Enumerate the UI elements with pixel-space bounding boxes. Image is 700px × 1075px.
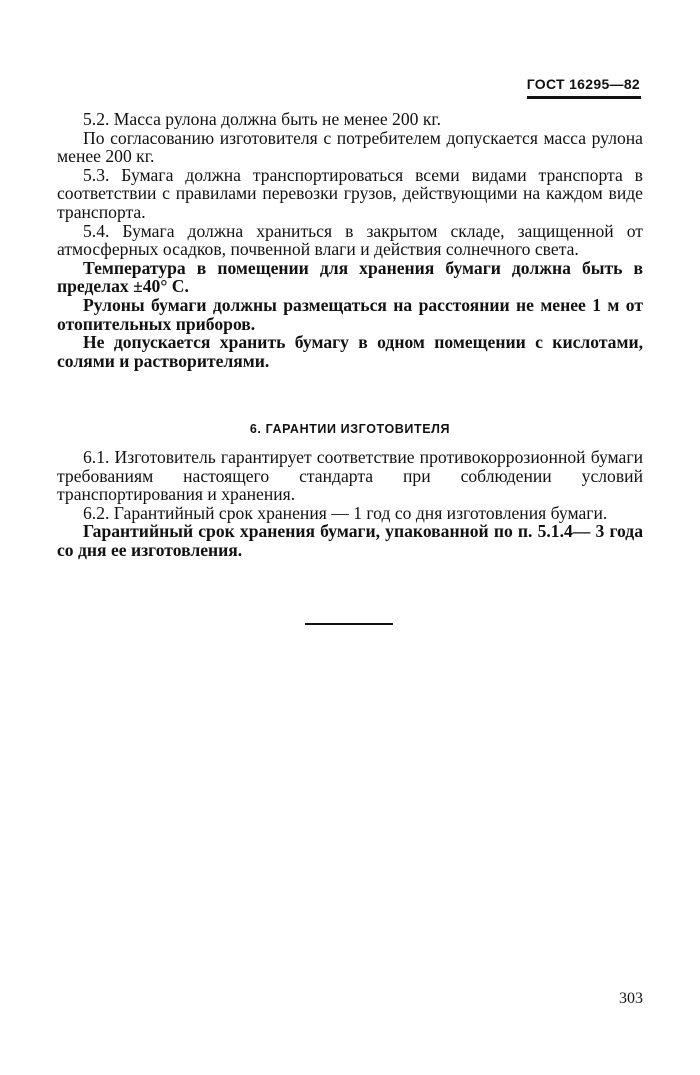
paragraph-temperature: Температура в помещении для хранения бумаги должна быть в пределах ±40° С.	[57, 257, 643, 297]
section-6-text	[57, 448, 643, 560]
paragraph-6-2: 6.2. Гарантийный срок хранения — 1 год со дня изготовления бумаги.	[83, 502, 608, 523]
end-of-text-rule	[305, 623, 393, 625]
paragraph-warranty-packed: Гарантийный срок хранения бумаги, упакованной по п. 5.1.4— 3 года со дня ее изготовления.	[57, 521, 643, 560]
header-rule	[527, 96, 641, 99]
paragraph-storage-restriction: Не допускается хранить бумагу в одном помещении с кислотами, солями и растворителями.	[57, 332, 643, 371]
paragraph-rolls-placement: Рулоны бумаги должны размещаться на расстоянии не менее 1 м от отопительных приборов.	[57, 294, 643, 334]
standard-code-header: ГОСТ 16295—82	[526, 76, 640, 92]
paragraph-6-1: 6.1. Изготовитель гарантирует соответствие противокоррозионной бумаги требованиям настоящего стандарта при соблюдении условий транспортирования и хранения.	[57, 447, 643, 505]
page-number: 303	[619, 990, 643, 1007]
paragraph-5-3: 5.3. Бумага должна транспортироваться всеми видами транспорта в соответствии с правилами перевозки грузов, действующими на каждом виде транспорта.	[57, 164, 643, 222]
paragraph-5-2-note: По согласованию изготовителя с потребителем допускается масса рулона менее 200 кг.	[57, 127, 643, 167]
paragraph-5-2: 5.2. Масса рулона должна быть не менее 200 кг.	[83, 109, 441, 129]
section-6-heading: 6. ГАРАНТИИ ИЗГОТОВИТЕЛЯ	[249, 422, 451, 436]
paragraph-5-4: 5.4. Бумага должна храниться в закрытом складе, защищенной от атмосферных осадков, почвенной влаги и действия солнечного света.	[57, 220, 643, 260]
section-5-text	[57, 110, 643, 370]
